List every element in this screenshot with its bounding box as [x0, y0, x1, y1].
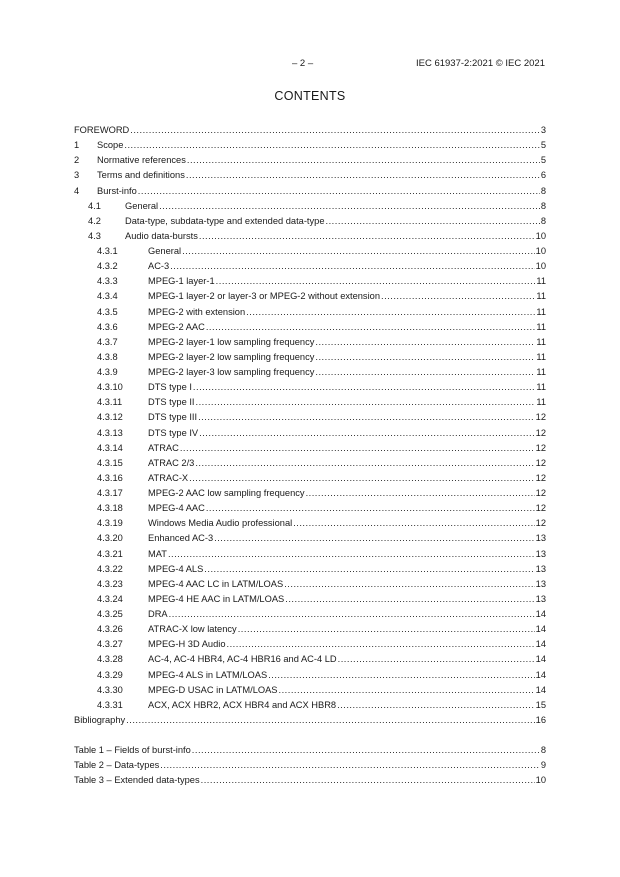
toc-entry-title: Table 2 – Data-types [74, 760, 160, 771]
toc-entry-title: ATRAC-X low latency [148, 624, 237, 635]
toc-entry[interactable] [74, 516, 546, 531]
toc-entry[interactable] [74, 531, 546, 546]
dot-leader [315, 335, 535, 350]
toc-entry[interactable] [74, 501, 546, 516]
toc-entry-title: Data-type, subdata-type and extended data-type [125, 215, 325, 226]
toc-entry-title: MPEG-2 AAC low sampling frequency [148, 488, 305, 498]
toc-entry-page: 11 [536, 351, 546, 362]
dot-leader [193, 380, 535, 395]
toc-entry-number: 4.3.11 [97, 397, 123, 408]
toc-entry-page: 8 [540, 745, 546, 755]
toc-entry-title: DTS type II [148, 397, 195, 408]
standard-reference: IEC 61937-2:2021 © IEC 2021 [415, 58, 545, 69]
toc-entry-title: MPEG-4 ALS in LATM/LOAS [148, 669, 268, 680]
toc-entry-title: DTS type IV [148, 427, 199, 438]
toc-entry-page: 13 [535, 563, 546, 574]
toc-entry-page: 11 [536, 306, 546, 317]
dot-leader [206, 320, 536, 335]
toc-entry[interactable] [74, 486, 546, 501]
toc-entry-number: 4.3.30 [97, 684, 123, 695]
toc-entry-title: MPEG-4 HE AAC in LATM/LOAS [148, 593, 285, 604]
toc-entry-number: 4.3.31 [97, 699, 123, 710]
toc-entry[interactable] [74, 773, 546, 788]
toc-entry[interactable] [74, 259, 546, 274]
toc-entry[interactable] [74, 123, 546, 138]
toc-entry[interactable] [74, 214, 546, 229]
toc-entry-page: 14 [535, 639, 546, 650]
toc-entry-page: 12 [535, 472, 546, 483]
dot-leader [381, 289, 535, 304]
list-of-tables [74, 743, 546, 788]
dot-leader [268, 668, 534, 683]
toc-entry-number: 4.3.20 [97, 533, 123, 544]
dot-leader [182, 244, 535, 259]
toc-entry-page: 10 [535, 246, 546, 256]
toc-entry-page: 13 [535, 533, 546, 544]
dot-leader [138, 184, 540, 199]
toc-entry-page: 13 [535, 548, 546, 559]
dot-leader [246, 305, 535, 320]
toc-entry-number: 4.3.17 [97, 488, 123, 498]
toc-entry-page: 8 [540, 185, 546, 196]
toc-entry-title: Audio data-bursts [125, 230, 198, 241]
toc-entry-title: Normative references [97, 155, 186, 166]
toc-entry-number: 4.3.29 [97, 669, 123, 680]
toc-entry-number: 4.3.10 [97, 382, 123, 393]
dot-leader [180, 441, 535, 456]
toc-entry-number: 3 [74, 170, 80, 181]
contents-list [74, 123, 546, 728]
toc-entry-number: 4.3.15 [97, 457, 123, 468]
dot-leader [293, 516, 534, 531]
toc-entry[interactable] [74, 743, 546, 758]
toc-entry-page: 13 [535, 578, 546, 589]
dot-leader [337, 698, 535, 713]
toc-entry-page: 8 [540, 200, 546, 211]
toc-entry[interactable] [74, 395, 546, 410]
toc-entry-number: 4.3.8 [97, 351, 118, 362]
toc-entry-number: 4.3.14 [97, 442, 123, 453]
toc-entry-page: 10 [535, 230, 546, 241]
dot-leader [279, 683, 535, 698]
toc-entry-title: MPEG-2 AAC [148, 321, 205, 332]
toc-entry-page: 3 [540, 125, 546, 135]
toc-entry-title: FOREWORD [74, 125, 130, 135]
toc-entry-page: 16 [535, 714, 546, 725]
toc-entry[interactable] [74, 305, 546, 320]
dot-leader [170, 259, 534, 274]
toc-entry-page: 12 [535, 427, 546, 438]
toc-entry[interactable] [74, 562, 546, 577]
toc-entry-number: 4.3.19 [97, 518, 123, 529]
dot-leader [306, 486, 535, 501]
toc-entry-page: 9 [540, 760, 546, 771]
toc-entry-number: 4.3.25 [97, 609, 123, 619]
toc-entry[interactable] [74, 380, 546, 395]
dot-leader [196, 395, 536, 410]
toc-entry-page: 14 [535, 669, 546, 680]
toc-entry-number: 4.3.24 [97, 593, 123, 604]
dot-leader [285, 592, 534, 607]
dot-leader [189, 471, 535, 486]
dot-leader [199, 426, 535, 441]
toc-entry-title: ATRAC 2/3 [148, 457, 195, 468]
toc-entry-title: General [125, 200, 159, 211]
toc-entry-number: 2 [74, 155, 80, 166]
toc-entry-title: ATRAC-X [148, 472, 189, 483]
dot-leader [284, 577, 534, 592]
dot-leader [315, 350, 535, 365]
toc-entry[interactable] [74, 607, 546, 622]
toc-entry[interactable] [74, 713, 546, 728]
dot-leader [195, 456, 534, 471]
dot-leader [326, 214, 540, 229]
toc-entry-title: General [148, 246, 182, 256]
toc-entry-number: 4.3.22 [97, 563, 123, 574]
toc-entry-page: 14 [535, 609, 546, 619]
toc-entry-number: 4.3.2 [97, 261, 118, 272]
toc-entry-number: 4.3.27 [97, 639, 123, 650]
toc-entry-title: MAT [148, 548, 167, 559]
toc-entry[interactable] [74, 410, 546, 425]
dot-leader [199, 229, 535, 244]
toc-entry-page: 13 [535, 593, 546, 604]
toc-entry-number: 4.3.23 [97, 578, 123, 589]
toc-entry-page: 12 [535, 412, 546, 423]
toc-entry[interactable] [74, 274, 546, 289]
dot-leader [204, 562, 534, 577]
toc-entry-page: 5 [540, 155, 546, 166]
toc-entry-page: 10 [535, 775, 546, 786]
toc-entry-number: 4.3.18 [97, 503, 123, 514]
dot-leader [169, 607, 535, 622]
dot-leader [338, 652, 535, 667]
toc-entry[interactable] [74, 471, 546, 486]
toc-entry[interactable] [74, 758, 546, 773]
toc-entry-number: 4.3.5 [97, 306, 118, 317]
dot-leader [186, 168, 540, 183]
toc-entry-title: DTS type III [148, 412, 198, 423]
dot-leader [126, 713, 534, 728]
dot-leader [160, 758, 540, 773]
dot-leader [159, 199, 540, 214]
toc-entry-title: AC-4, AC-4 HBR4, AC-4 HBR16 and AC-4 LD [148, 654, 337, 665]
toc-entry-title: MPEG-2 layer-2 low sampling frequency [148, 351, 315, 362]
toc-entry-number: 4.3.7 [97, 336, 118, 347]
toc-entry-page: 12 [535, 503, 546, 514]
toc-entry-title: Scope [97, 140, 124, 151]
table-of-contents [74, 123, 546, 788]
toc-entry-number: 4.3.6 [97, 321, 118, 332]
toc-entry[interactable] [74, 637, 546, 652]
dot-leader [214, 531, 535, 546]
toc-entry[interactable] [74, 668, 546, 683]
toc-entry[interactable] [74, 335, 546, 350]
toc-entry-title: Windows Media Audio professional [148, 518, 293, 529]
toc-entry[interactable] [74, 622, 546, 637]
toc-entry-number: 4.3.26 [97, 624, 123, 635]
toc-entry-page: 11 [536, 397, 546, 408]
toc-entry-title: MPEG-2 layer-1 low sampling frequency [148, 336, 315, 347]
toc-entry-title: MPEG-1 layer-1 [148, 276, 215, 287]
toc-entry-title: Table 3 – Extended data-types [74, 775, 200, 786]
toc-entry-number: 4.3.9 [97, 367, 118, 377]
toc-entry-number: 4.3.16 [97, 472, 123, 483]
toc-entry-number: 4.3.12 [97, 412, 123, 423]
toc-entry-page: 14 [535, 624, 546, 635]
toc-entry-title: DRA [148, 609, 168, 619]
toc-entry[interactable] [74, 547, 546, 562]
toc-entry-page: 6 [540, 170, 546, 181]
toc-entry-number: 4.3.21 [97, 548, 123, 559]
toc-entry[interactable] [74, 698, 546, 713]
toc-entry-title: DTS type I [148, 382, 192, 393]
toc-entry[interactable] [74, 577, 546, 592]
toc-entry[interactable] [74, 289, 546, 304]
toc-entry[interactable] [74, 320, 546, 335]
dot-leader [206, 501, 535, 516]
toc-entry[interactable] [74, 138, 546, 153]
toc-entry-page: 11 [536, 276, 546, 287]
toc-entry-page: 12 [535, 442, 546, 453]
toc-entry[interactable] [74, 199, 546, 214]
toc-entry-number: 4.3.13 [97, 427, 123, 438]
toc-entry[interactable] [74, 153, 546, 168]
dot-leader [201, 773, 535, 788]
page-title: CONTENTS [274, 89, 346, 103]
toc-entry-number: 4.3.4 [97, 291, 118, 302]
toc-entry-title: MPEG-4 AAC [148, 503, 205, 514]
toc-entry-page: 11 [536, 382, 546, 393]
toc-entry[interactable] [74, 592, 546, 607]
toc-entry-title: MPEG-H 3D Audio [148, 639, 226, 650]
dot-leader [130, 123, 540, 138]
toc-entry[interactable] [74, 683, 546, 698]
toc-entry[interactable] [74, 350, 546, 365]
toc-entry-title: Bibliography [74, 714, 126, 725]
toc-entry-title: MPEG-4 ALS [148, 563, 204, 574]
toc-entry[interactable] [74, 244, 546, 259]
dot-leader [315, 365, 535, 380]
toc-entry-title: AC-3 [148, 261, 170, 272]
toc-entry-title: Terms and definitions [97, 170, 185, 181]
toc-entry-page: 5 [540, 140, 546, 151]
dot-leader [124, 138, 539, 153]
section-gap [74, 728, 546, 743]
toc-entry-title: MPEG-4 AAC LC in LATM/LOAS [148, 578, 284, 589]
toc-entry-page: 11 [536, 321, 546, 332]
toc-entry-title: ACX, ACX HBR2, ACX HBR4 and ACX HBR8 [148, 699, 337, 710]
dot-leader [187, 153, 540, 168]
toc-entry-page: 15 [535, 699, 546, 710]
toc-entry[interactable] [74, 426, 546, 441]
toc-entry[interactable] [74, 229, 546, 244]
toc-entry-page: 12 [535, 457, 546, 468]
dot-leader [192, 743, 540, 758]
toc-entry-page: 11 [536, 336, 546, 347]
toc-entry-title: MPEG-1 layer-2 or layer-3 or MPEG-2 without extension [148, 291, 380, 302]
toc-entry-number: 4.1 [88, 200, 101, 211]
toc-entry-page: 8 [540, 215, 546, 226]
toc-entry-number: 4.3 [88, 230, 101, 241]
toc-entry-title: MPEG-2 with extension [148, 306, 246, 317]
dot-leader [227, 637, 535, 652]
toc-entry-title: Enhanced AC-3 [148, 533, 214, 544]
toc-entry[interactable] [74, 456, 546, 471]
toc-entry-title: MPEG-2 layer-3 low sampling frequency [148, 367, 315, 377]
toc-entry-page: 14 [535, 654, 546, 665]
toc-entry-title: Burst-info [97, 185, 137, 196]
toc-entry-page: 14 [535, 684, 546, 695]
dot-leader [168, 547, 535, 562]
toc-entry-number: 4.3.28 [97, 654, 123, 665]
toc-entry-number: 1 [74, 140, 80, 151]
toc-entry-title: Table 1 – Fields of burst-info [74, 745, 191, 755]
toc-entry-page: 11 [536, 291, 546, 302]
toc-entry-number: 4.3.3 [97, 276, 118, 287]
toc-entry[interactable] [74, 441, 546, 456]
toc-entry-number: 4 [74, 185, 80, 196]
dot-leader [238, 622, 535, 637]
toc-entry-page: 11 [536, 367, 546, 377]
toc-entry[interactable] [74, 168, 546, 183]
dot-leader [198, 410, 535, 425]
toc-entry-title: MPEG-D USAC in LATM/LOAS [148, 684, 278, 695]
toc-entry-number: 4.3.1 [97, 246, 118, 256]
toc-entry-number: 4.2 [88, 215, 101, 226]
page-number: – 2 – [292, 58, 314, 69]
toc-entry-page: 10 [535, 261, 546, 272]
toc-entry-page: 12 [535, 488, 546, 498]
toc-entry-page: 12 [535, 518, 546, 529]
toc-entry[interactable] [74, 365, 546, 380]
dot-leader [216, 274, 536, 289]
toc-entry[interactable] [74, 184, 546, 199]
toc-entry[interactable] [74, 652, 546, 667]
toc-entry-title: ATRAC [148, 442, 179, 453]
